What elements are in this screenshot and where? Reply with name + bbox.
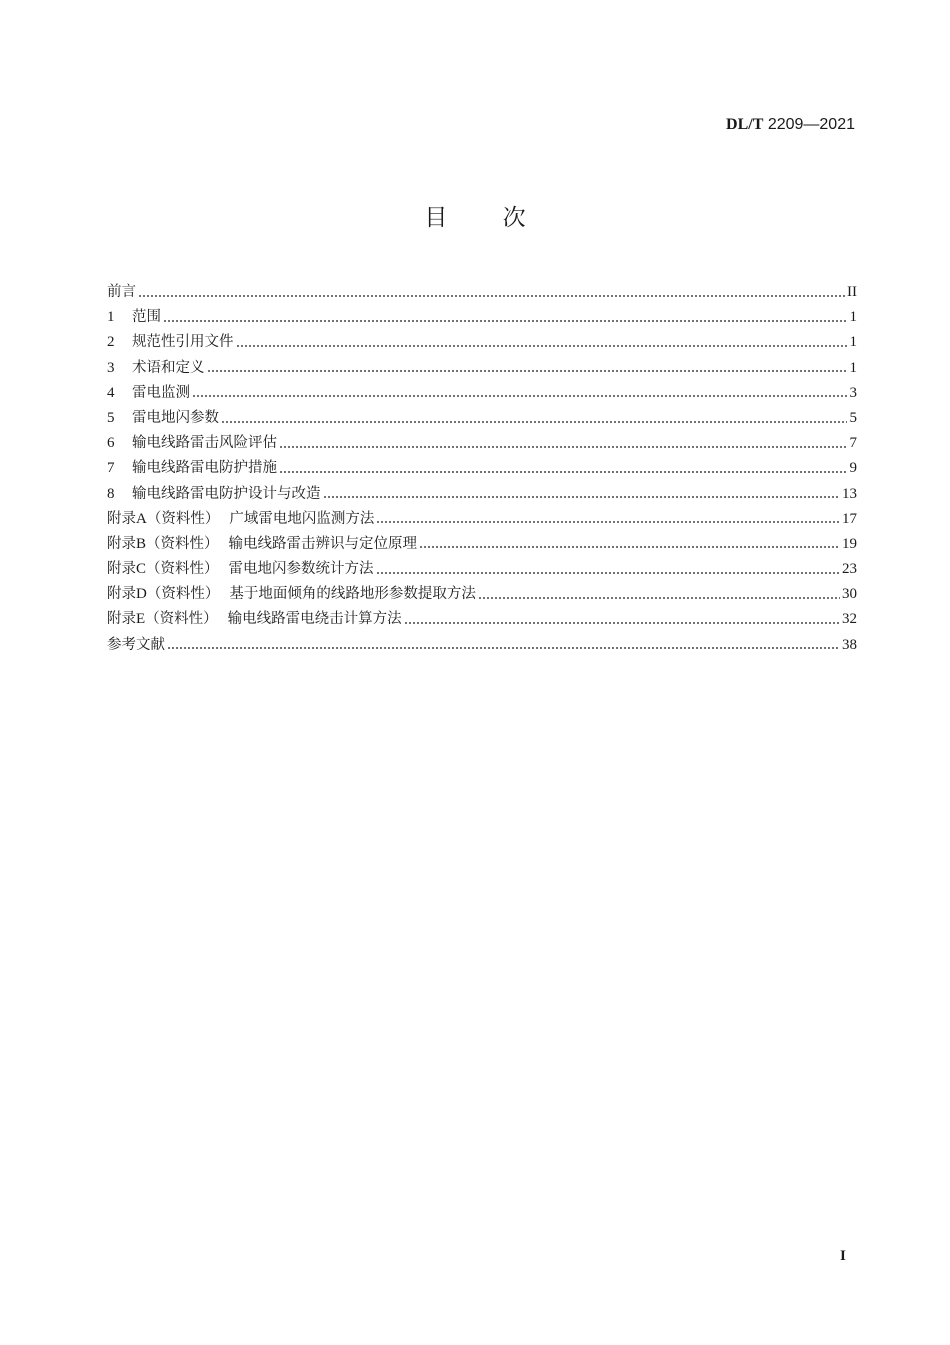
annex-prefix: 附录 bbox=[107, 510, 136, 527]
toc-label: 输电线路雷击辨识与定位原理 bbox=[228, 535, 418, 552]
title-char-1: 目 bbox=[424, 205, 448, 231]
annex-type: （资料性） bbox=[145, 611, 218, 628]
annex-letter: B bbox=[136, 535, 147, 552]
toc-number: 2 bbox=[107, 334, 115, 351]
toc-label: 前言 bbox=[107, 284, 136, 300]
toc-page: 38 bbox=[842, 636, 857, 653]
toc-page: 1 bbox=[849, 309, 857, 326]
annex-type: （资料性） bbox=[146, 535, 219, 552]
annex-type: （资料性） bbox=[146, 586, 220, 603]
annex-letter: C bbox=[136, 561, 147, 578]
toc-page: 9 bbox=[849, 460, 857, 477]
toc-entry-foreword[interactable] bbox=[107, 280, 857, 305]
dot-leader bbox=[167, 647, 840, 649]
toc-label: 输电线路雷电防护设计与改造 bbox=[132, 485, 321, 502]
dot-leader bbox=[478, 597, 840, 599]
annex-prefix: 附录 bbox=[107, 535, 136, 552]
title-char-2: 次 bbox=[502, 205, 526, 231]
toc-entry-8[interactable] bbox=[107, 482, 857, 507]
toc-label: 输电线路雷击风险评估 bbox=[132, 435, 277, 452]
dot-leader bbox=[138, 295, 845, 297]
toc-number: 6 bbox=[107, 435, 115, 452]
toc-entry-2[interactable] bbox=[107, 330, 857, 355]
annex-letter: A bbox=[136, 510, 147, 527]
toc-page: 1 bbox=[849, 359, 857, 376]
toc-entry-4[interactable] bbox=[107, 381, 857, 406]
dot-leader bbox=[376, 521, 840, 523]
toc-entry-7[interactable] bbox=[107, 456, 857, 481]
toc-number: 4 bbox=[107, 384, 115, 401]
annex-designation bbox=[107, 532, 219, 557]
table-of-contents bbox=[107, 280, 857, 658]
toc-page: II bbox=[847, 284, 857, 300]
page-number: I bbox=[840, 1248, 846, 1264]
annex-designation bbox=[107, 607, 218, 632]
toc-label: 广域雷电地闪监测方法 bbox=[229, 510, 375, 527]
toc-number: 8 bbox=[107, 485, 115, 502]
dot-leader bbox=[376, 572, 840, 574]
toc-entry-annex-e[interactable] bbox=[107, 607, 857, 632]
dot-leader bbox=[221, 421, 847, 423]
toc-page: 30 bbox=[842, 586, 857, 603]
toc-entry-annex-a[interactable] bbox=[107, 507, 857, 532]
toc-page: 17 bbox=[842, 510, 857, 527]
toc-number: 1 bbox=[107, 309, 115, 326]
toc-entry-6[interactable] bbox=[107, 431, 857, 456]
annex-prefix: 附录 bbox=[107, 586, 136, 603]
annex-type: （资料性） bbox=[146, 510, 220, 527]
annex-designation bbox=[107, 582, 219, 607]
dot-leader bbox=[192, 395, 847, 397]
dot-leader bbox=[163, 320, 847, 322]
toc-label: 雷电地闪参数统计方法 bbox=[228, 561, 374, 578]
toc-label: 规范性引用文件 bbox=[132, 334, 234, 351]
toc-entry-references[interactable] bbox=[107, 633, 857, 658]
toc-entry-3[interactable] bbox=[107, 356, 857, 381]
page-title bbox=[0, 199, 950, 232]
annex-type: （资料性） bbox=[146, 561, 219, 578]
dot-leader bbox=[207, 370, 848, 372]
toc-label: 范围 bbox=[132, 309, 161, 326]
toc-label: 雷电监测 bbox=[132, 384, 190, 401]
annex-prefix: 附录 bbox=[107, 561, 136, 578]
annex-prefix: 附录 bbox=[107, 611, 136, 628]
toc-entry-1[interactable] bbox=[107, 305, 857, 330]
toc-number: 3 bbox=[107, 359, 115, 376]
toc-page: 3 bbox=[849, 384, 857, 401]
toc-page: 23 bbox=[842, 561, 857, 578]
toc-page: 7 bbox=[849, 435, 857, 452]
toc-entry-annex-d[interactable] bbox=[107, 582, 857, 607]
toc-page: 32 bbox=[842, 611, 857, 628]
toc-page: 13 bbox=[842, 485, 857, 502]
dot-leader bbox=[279, 446, 847, 448]
toc-entry-5[interactable] bbox=[107, 406, 857, 431]
dot-leader bbox=[419, 546, 840, 548]
dot-leader bbox=[404, 622, 840, 624]
toc-number: 7 bbox=[107, 460, 115, 477]
toc-page: 1 bbox=[849, 334, 857, 351]
annex-designation bbox=[107, 557, 219, 582]
toc-label: 参考文献 bbox=[107, 636, 165, 653]
annex-designation bbox=[107, 507, 219, 532]
toc-entry-annex-c[interactable] bbox=[107, 557, 857, 582]
toc-entry-annex-b[interactable] bbox=[107, 532, 857, 557]
annex-letter: D bbox=[136, 586, 147, 603]
toc-label: 输电线路雷电防护措施 bbox=[132, 460, 277, 477]
toc-number: 5 bbox=[107, 409, 115, 426]
standard-code bbox=[726, 116, 855, 134]
toc-label: 雷电地闪参数 bbox=[132, 409, 219, 426]
standard-prefix: DL/T bbox=[726, 116, 764, 133]
toc-page: 19 bbox=[842, 535, 857, 552]
toc-page: 5 bbox=[849, 409, 857, 426]
toc-label: 术语和定义 bbox=[132, 359, 205, 376]
annex-letter: E bbox=[136, 611, 146, 628]
toc-label: 基于地面倾角的线路地形参数提取方法 bbox=[229, 586, 476, 603]
dot-leader bbox=[323, 496, 841, 498]
dot-leader bbox=[236, 345, 848, 347]
dot-leader bbox=[279, 471, 847, 473]
standard-number: 2209—2021 bbox=[767, 116, 855, 133]
toc-label: 输电线路雷电绕击计算方法 bbox=[227, 611, 402, 628]
